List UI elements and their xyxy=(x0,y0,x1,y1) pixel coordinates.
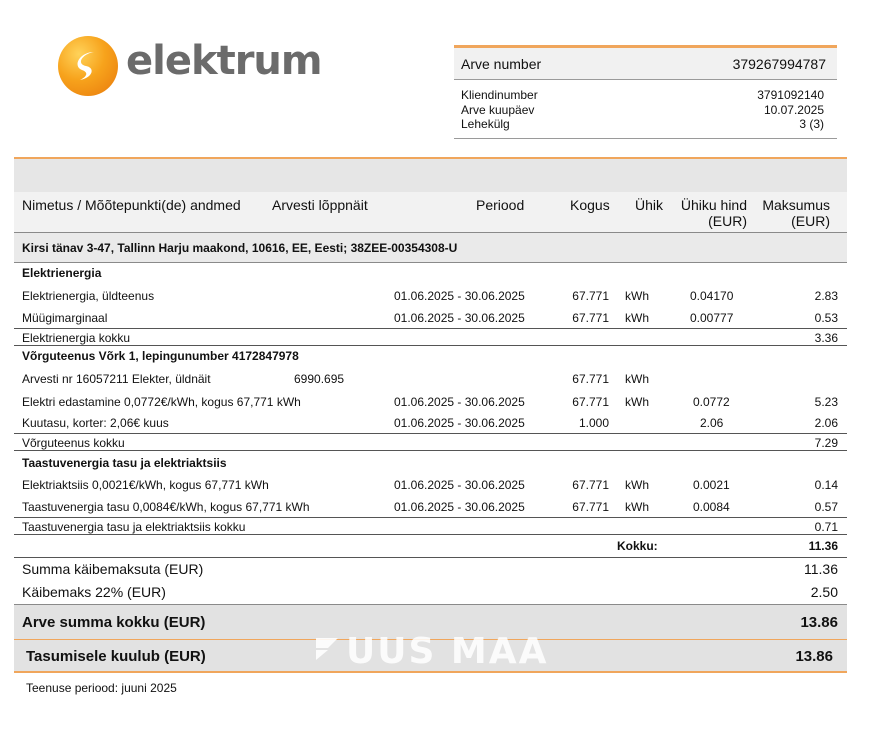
row-sum: 0.53 xyxy=(814,311,838,325)
header-sum-line1: Maksumus xyxy=(762,197,830,213)
page-label: Lehekülg xyxy=(461,117,510,131)
header-price xyxy=(681,197,747,229)
header-name: Nimetus / Mõõtepunkti(de) andmed xyxy=(22,197,241,213)
subtotal-row xyxy=(14,433,847,451)
vat-row xyxy=(14,584,847,602)
invoice-date-value: 10.07.2025 xyxy=(763,102,824,117)
service-period-note: Teenuse periood: juuni 2025 xyxy=(26,681,177,695)
section-title-text: Võrguteenus Võrk 1, lepingunumber 4172847978 xyxy=(22,349,299,363)
row-unit: kWh xyxy=(625,500,649,514)
table-row xyxy=(14,416,847,432)
section-title xyxy=(14,456,847,472)
section-title xyxy=(14,266,847,282)
table-row xyxy=(14,478,847,494)
page-row xyxy=(461,117,824,132)
vat-label: Käibemaks 22% (EUR) xyxy=(22,584,166,600)
net-amount-label: Summa käibemaksuta (EUR) xyxy=(22,561,204,577)
net-amount-row xyxy=(14,561,847,579)
subtotal-value: 7.29 xyxy=(814,436,838,450)
subtotal-value: 0.71 xyxy=(814,520,838,534)
row-qty: 67.771 xyxy=(572,500,609,514)
row-unit: kWh xyxy=(625,395,649,409)
total-label: Kokku: xyxy=(617,539,658,553)
header-unit: Ühik xyxy=(635,197,664,213)
invoice-number-row xyxy=(454,45,837,80)
invoice-meta xyxy=(454,80,837,139)
subtotal-label: Taastuvenergia tasu ja elektriaktsiis kokku xyxy=(22,520,246,534)
invoice-total-label: Arve summa kokku (EUR) xyxy=(22,614,206,631)
payable-label: Tasumisele kuulub (EUR) xyxy=(26,648,206,665)
row-name: Taastuvenergia tasu 0,0084€/kWh, kogus 67,771 kWh xyxy=(22,500,310,514)
watermark-text: UUS MAA xyxy=(346,631,549,672)
logo-wordmark: elektrum xyxy=(126,38,322,84)
row-sum: 2.83 xyxy=(814,289,838,303)
section-title-text: Taastuvenergia tasu ja elektriaktsiis xyxy=(22,456,227,470)
section-title-text: Elektrienergia xyxy=(22,266,102,280)
invoice-total-value: 13.86 xyxy=(800,614,838,631)
address-row xyxy=(14,233,847,263)
elektrum-logo-icon xyxy=(58,36,118,96)
row-sum: 0.57 xyxy=(814,500,838,514)
row-name: Arvesti nr 16057211 Elekter, üldnäit xyxy=(22,372,211,386)
header-sum-line2: (EUR) xyxy=(791,213,830,229)
row-name: Elektrienergia, üldteenus xyxy=(22,289,155,303)
row-qty: 67.771 xyxy=(572,311,609,325)
row-qty: 67.771 xyxy=(572,395,609,409)
page-value: 3 (3) xyxy=(799,117,824,131)
row-unit: kWh xyxy=(625,372,649,386)
row-price: 2.06 xyxy=(700,416,724,430)
invoice-date-row xyxy=(461,103,824,118)
total-value: 11.36 xyxy=(808,539,838,553)
subtotal-label: Võrguteenus kokku xyxy=(22,436,125,450)
row-qty: 67.771 xyxy=(572,478,609,492)
row-unit: kWh xyxy=(625,311,649,325)
row-name: Elektriaktsiis 0,0021€/kWh, kogus 67,771 kWh xyxy=(22,478,269,492)
table-row xyxy=(14,311,847,327)
subtotal-row xyxy=(14,517,847,535)
row-unit: kWh xyxy=(625,289,649,303)
row-name: Elektri edastamine 0,0772€/kWh, kogus 67,771 kWh xyxy=(22,395,301,409)
address-text: Kirsi tänav 3-47, Tallinn Harju maakond, 10616, EE, Eesti; 38ZEE-00354308-U xyxy=(22,241,458,255)
row-period: 01.06.2025 - 30.06.2025 xyxy=(394,478,525,492)
row-qty: 67.771 xyxy=(572,289,609,303)
table-top-band xyxy=(14,157,847,194)
vat-value: 2.50 xyxy=(810,584,838,600)
row-price: 0.0084 xyxy=(693,500,730,514)
row-name: Müügimarginaal xyxy=(22,311,108,325)
net-amount-value: 11.36 xyxy=(804,561,838,577)
row-price: 0.0021 xyxy=(693,478,730,492)
row-sum: 0.14 xyxy=(814,478,838,492)
header-qty: Kogus xyxy=(570,197,610,213)
row-period: 01.06.2025 - 30.06.2025 xyxy=(394,395,525,409)
row-period: 01.06.2025 - 30.06.2025 xyxy=(394,289,525,303)
invoice-number-label: Arve number xyxy=(461,55,542,72)
section-title xyxy=(14,349,847,365)
row-price: 0.04170 xyxy=(690,289,734,303)
client-number-value: 3791092140 xyxy=(757,88,824,102)
header-meter: Arvesti lõppnäit xyxy=(272,197,368,213)
header-price-line1: Ühiku hind xyxy=(680,197,747,213)
subtotal-label: Elektrienergia kokku xyxy=(22,331,131,345)
table-row xyxy=(14,289,847,305)
header-period: Periood xyxy=(476,197,525,213)
table-row xyxy=(14,372,847,388)
invoice-number-value: 379267994787 xyxy=(732,55,826,72)
table-row xyxy=(14,395,847,411)
row-period: 01.06.2025 - 30.06.2025 xyxy=(394,311,525,325)
subtotal-value: 3.36 xyxy=(814,331,838,345)
row-price: 0.00777 xyxy=(690,311,734,325)
row-price: 0.0772 xyxy=(693,395,730,409)
row-sum: 5.23 xyxy=(814,395,838,409)
row-unit: kWh xyxy=(625,478,649,492)
table-header xyxy=(14,192,847,233)
header-price-line2: (EUR) xyxy=(708,213,747,229)
row-period: 01.06.2025 - 30.06.2025 xyxy=(394,416,525,430)
row-qty: 1.000 xyxy=(578,416,609,430)
subtotal-row xyxy=(14,328,847,346)
row-name: Kuutasu, korter: 2,06€ kuus xyxy=(22,416,169,430)
invoice-date-label: Arve kuupäev xyxy=(461,102,535,117)
total-row xyxy=(14,537,847,558)
row-qty: 67.771 xyxy=(572,372,609,386)
invoice-info-box xyxy=(454,45,837,139)
logo-swirl-icon xyxy=(74,50,102,82)
payable-value: 13.86 xyxy=(795,648,833,665)
watermark-logo-icon xyxy=(314,636,340,662)
header-sum xyxy=(762,197,830,229)
table-row xyxy=(14,500,847,516)
row-sum: 2.06 xyxy=(814,416,838,430)
row-period: 01.06.2025 - 30.06.2025 xyxy=(394,500,525,514)
elektrum-logo xyxy=(58,36,322,98)
client-number-label: Kliendinumber xyxy=(461,88,538,102)
client-number-row xyxy=(461,88,824,103)
row-meter: 6990.695 xyxy=(294,372,345,386)
